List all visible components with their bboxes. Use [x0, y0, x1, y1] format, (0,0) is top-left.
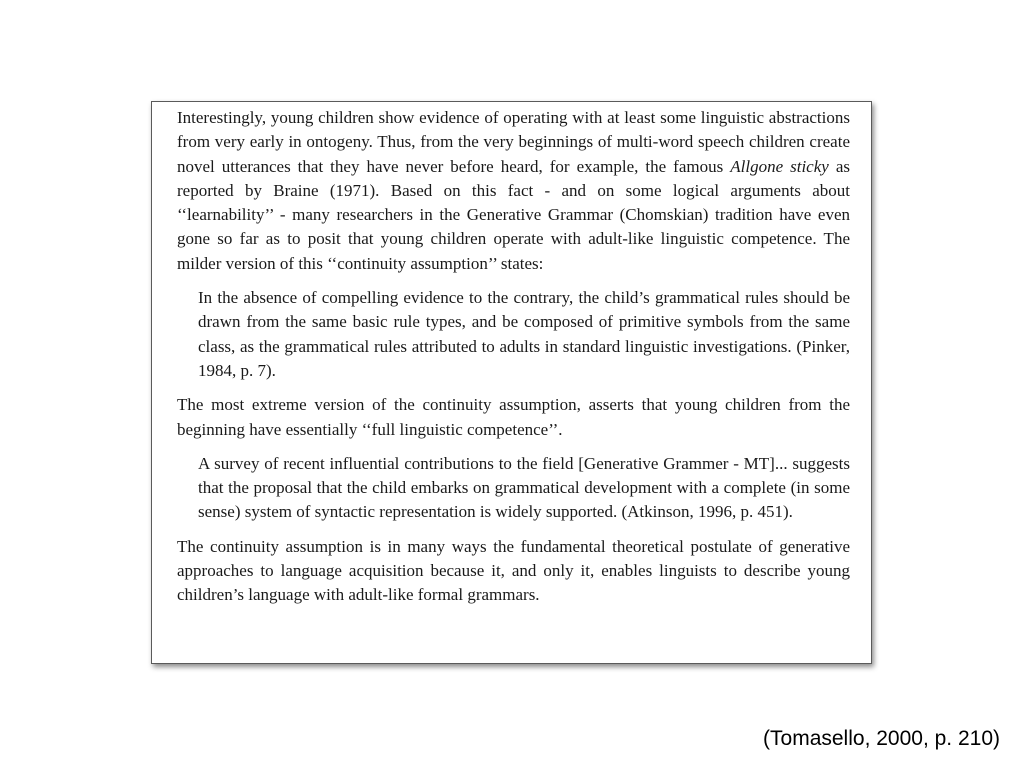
excerpt-paragraph-1-start: Interestingly, young children show evidence of operating with at least some linguistic abstractions from very early in ontogeny. Thus, from the very beginnings of multi-word speech children create novel utterances that they have never before heard, for example, the famous	[177, 108, 850, 176]
excerpt-paragraph-2: The most extreme version of the continuity assumption, asserts that young children from the beginning have essentially ‘‘full linguistic competence’’.	[177, 395, 850, 439]
allgone-sticky-example: Allgone sticky	[730, 156, 829, 176]
citation-caption: (Tomasello, 2000, p. 210)	[763, 727, 1000, 750]
excerpt-paragraph-1-end: as reported by Braine (1971). Based on this fact - and on some logical arguments about ‘‘learnability’’ - many researchers in the Generative Grammar (Chomskian) tradition have even gone so far as to posit that young children operate with adult-like linguistic competence. The milder version of this ‘‘continuity assumption’’ states:	[177, 156, 850, 273]
excerpt-paragraph-1	[177, 106, 850, 276]
book-excerpt	[151, 101, 872, 664]
pinker-quote: In the absence of compelling evidence to the contrary, the child’s grammatical rules should be drawn from the same basic rule types, and be composed of primitive symbols from the same class, as the grammatical rules attributed to adults in standard linguistic investigations. (Pinker, 1984, p. 7).	[198, 288, 850, 380]
excerpt-paragraph-3: The continuity assumption is in many ways the fundamental theoretical postulate of generative approaches to language acquisition because it, and only it, enables linguists to describe young children’s language with adult-like formal grammars.	[177, 536, 850, 605]
atkinson-quote: A survey of recent influential contributions to the field [Generative Grammer - MT]... suggests that the proposal that the child embarks on grammatical development with a complete (in some sense) system of syntactic representation is widely supported. (Atkinson, 1996, p. 451).	[198, 453, 850, 522]
